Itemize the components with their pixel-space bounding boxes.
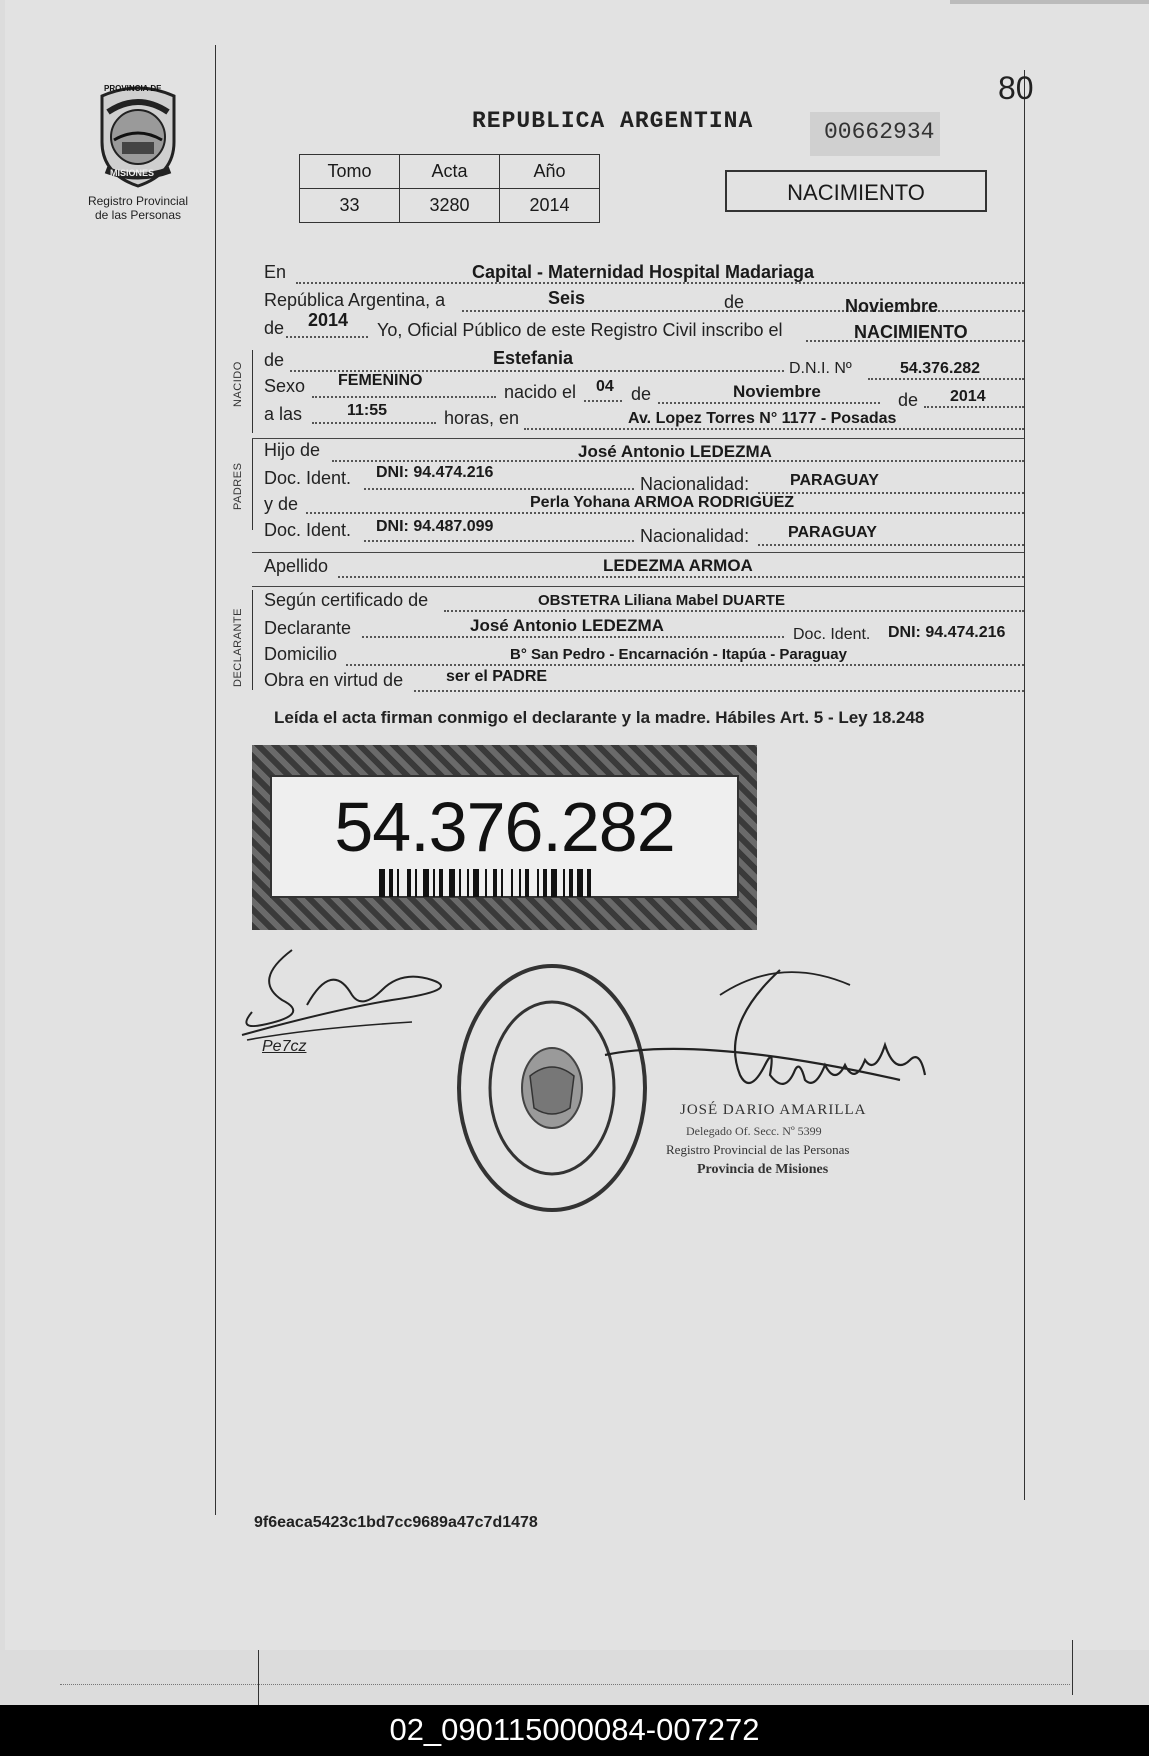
ref-value-tomo: 33	[300, 189, 400, 223]
side-label-nacido: NACIDO	[232, 361, 244, 407]
barcode-bar	[389, 869, 393, 897]
dotted-line	[312, 422, 436, 424]
mother-name: Perla Yohana ARMOA RODRIGUEZ	[530, 494, 795, 511]
year-label: de	[264, 318, 285, 338]
dotted-line	[306, 512, 1024, 514]
country-title: REPUBLICA ARGENTINA	[472, 108, 754, 134]
nat2-label: Nacionalidad:	[640, 526, 750, 546]
divider-line	[252, 586, 1024, 587]
hours-label: horas, en	[444, 408, 520, 428]
barcode-bar	[569, 869, 573, 897]
barcode-bar	[537, 869, 539, 897]
barcode-number: 54.376.282	[334, 788, 675, 866]
birth-time: 11:55	[347, 402, 388, 419]
birth-place: Av. Lopez Torres N° 1177 - Posadas	[628, 410, 897, 427]
father-name: José Antonio LEDEZMA	[578, 442, 772, 461]
official-statement: Yo, Oficial Público de este Registro Civil inscribo el	[377, 320, 783, 340]
en-label: En	[264, 262, 287, 282]
divider-line	[252, 438, 1024, 439]
dotted-line	[924, 406, 1024, 408]
side-label-declarante: DECLARANTE	[232, 608, 244, 687]
ref-value-acta: 3280	[400, 189, 500, 223]
footer-code: 02_090115000084-007272	[389, 1712, 760, 1747]
dotted-line	[524, 428, 1024, 430]
stamp-line2: Delegado Of. Secc. Nº 5399	[686, 1124, 822, 1138]
sex-label: Sexo	[264, 376, 306, 396]
registration-day: Seis	[548, 288, 586, 308]
dotted-line	[414, 690, 1024, 692]
side-label-padres: PADRES	[232, 462, 244, 510]
serial-number: 00662934	[810, 112, 940, 156]
barcode-bars	[379, 869, 635, 897]
dotted-line	[60, 1683, 1070, 1685]
act-registered: NACIMIENTO	[854, 322, 968, 342]
born-section-bar	[252, 350, 253, 433]
place-of-registration: Capital - Maternidad Hospital Madariaga	[472, 262, 815, 282]
ref-header-acta: Acta	[400, 155, 500, 189]
parents-section-bar	[252, 438, 253, 530]
de-label: de	[724, 292, 745, 312]
mother-doc: DNI: 94.487.099	[376, 518, 494, 535]
son-of-label: Hijo de	[264, 440, 321, 460]
verification-hash: 9f6eaca5423c1bd7cc9689a47c7d1478	[254, 1514, 538, 1531]
dotted-line	[346, 664, 1024, 666]
right-margin-line	[1024, 70, 1025, 1500]
nat1-label: Nacionalidad:	[640, 474, 750, 494]
mother-nationality: PARAGUAY	[788, 524, 877, 541]
logo-org-line2: de las Personas	[94, 208, 182, 222]
certificate-issuer: OBSTETRA Liliana Mabel DUARTE	[538, 592, 785, 609]
page-number: 80	[998, 70, 1034, 106]
birth-day: 04	[596, 378, 614, 395]
doc1-label: Doc. Ident.	[264, 468, 352, 488]
barcode-bar	[511, 869, 513, 897]
child-sex: FEMENINO	[338, 372, 423, 389]
barcode-bar	[563, 869, 565, 897]
dotted-line	[584, 400, 622, 402]
logo-org-name	[70, 194, 206, 222]
dotted-line	[758, 544, 1024, 546]
time-label: a las	[264, 404, 303, 424]
barcode-bar	[439, 869, 443, 897]
stamp-line3: Registro Provincial de las Personas	[666, 1142, 850, 1157]
doc3-label: Doc. Ident.	[793, 626, 871, 643]
volume-act-year-table	[299, 154, 600, 223]
logo-org-line1: Registro Provincial	[87, 194, 189, 208]
barcode-bar	[449, 869, 455, 897]
stamp-line4: Provincia de Misiones	[697, 1162, 829, 1177]
page-edge	[950, 0, 1149, 4]
declarant-section-bar	[252, 590, 253, 690]
dotted-line	[658, 402, 880, 404]
barcode-bar	[467, 869, 469, 897]
ref-value-ano: 2014	[500, 189, 600, 223]
born-de2-label: de	[898, 390, 919, 410]
declarant-label: Declarante	[264, 618, 352, 638]
capacity-label: Obra en virtud de	[264, 670, 404, 690]
domicile-label: Domicilio	[264, 644, 338, 664]
child-dni: 54.376.282	[900, 360, 981, 377]
left-margin-line	[215, 45, 216, 1515]
barcode-bar	[415, 869, 417, 897]
official-signature	[600, 965, 940, 1125]
dotted-line	[338, 576, 1024, 578]
barcode-bar	[525, 869, 529, 897]
barcode-bar	[543, 869, 547, 897]
surname-label: Apellido	[264, 556, 329, 576]
dotted-line	[362, 636, 784, 638]
republic-label: República Argentina, a	[264, 290, 446, 310]
declarant-capacity: ser el PADRE	[446, 668, 548, 685]
barcode-bar	[379, 869, 385, 897]
barcode-bar	[397, 869, 399, 897]
dni-barcode-label	[252, 745, 757, 930]
barcode-bar	[485, 869, 487, 897]
barcode-bar	[587, 869, 591, 897]
dotted-line	[868, 378, 1024, 380]
declarant-domicile: B° San Pedro - Encarnación - Itapúa - Paraguay	[510, 646, 847, 663]
de2-label: de	[264, 350, 285, 370]
cert-label: Según certificado de	[264, 590, 429, 610]
frame-line	[258, 1650, 259, 1705]
barcode-bar	[473, 869, 479, 897]
born-label: nacido el	[504, 382, 577, 402]
dotted-line	[364, 488, 634, 490]
divider-line	[252, 552, 1024, 553]
barcode-bar	[493, 869, 497, 897]
barcode-bar	[423, 869, 429, 897]
barcode-bar	[501, 869, 503, 897]
doc2-label: Doc. Ident.	[264, 520, 352, 540]
closing-statement: Leída el acta firman conmigo el declarante y la madre. Hábiles Art. 5 - Ley 18.248	[274, 708, 925, 727]
birth-year: 2014	[950, 388, 986, 405]
barcode-bar	[551, 869, 557, 897]
registration-year: 2014	[308, 310, 349, 330]
stamp-name: JOSÉ DARIO AMARILLA	[680, 1102, 867, 1118]
barcode-inner-panel	[270, 775, 739, 898]
father-doc: DNI: 94.474.216	[376, 464, 494, 481]
dotted-line	[758, 492, 1024, 494]
birth-month: Noviembre	[733, 382, 821, 401]
dotted-line	[364, 540, 634, 542]
barcode-bar	[433, 869, 435, 897]
dni-label: D.N.I. Nº	[789, 360, 852, 377]
father-nationality: PARAGUAY	[790, 472, 879, 489]
dotted-line	[312, 396, 496, 398]
logo-text-bottom: MISIONES	[110, 168, 155, 178]
act-type-box: NACIMIENTO	[725, 170, 987, 212]
frame-line	[1072, 1640, 1073, 1695]
barcode-bar	[459, 869, 461, 897]
dotted-line	[444, 610, 1024, 612]
child-surname: LEDEZMA ARMOA	[603, 556, 753, 575]
dotted-line	[286, 336, 368, 338]
ref-header-tomo: Tomo	[300, 155, 400, 189]
and-label: y de	[264, 494, 299, 514]
registration-month: Noviembre	[845, 296, 939, 316]
barcode-bar	[577, 869, 583, 897]
logo-text-top: PROVINCIA DE	[104, 84, 162, 93]
ref-header-ano: Año	[500, 155, 600, 189]
declarant-name: José Antonio LEDEZMA	[470, 616, 664, 635]
signature-initials: Pe7cz	[262, 1038, 307, 1055]
born-de-label: de	[631, 384, 652, 404]
barcode-bar	[407, 869, 411, 897]
child-name: Estefania	[493, 348, 574, 368]
barcode-bar	[519, 869, 521, 897]
declarant-doc: DNI: 94.474.216	[888, 624, 1006, 641]
